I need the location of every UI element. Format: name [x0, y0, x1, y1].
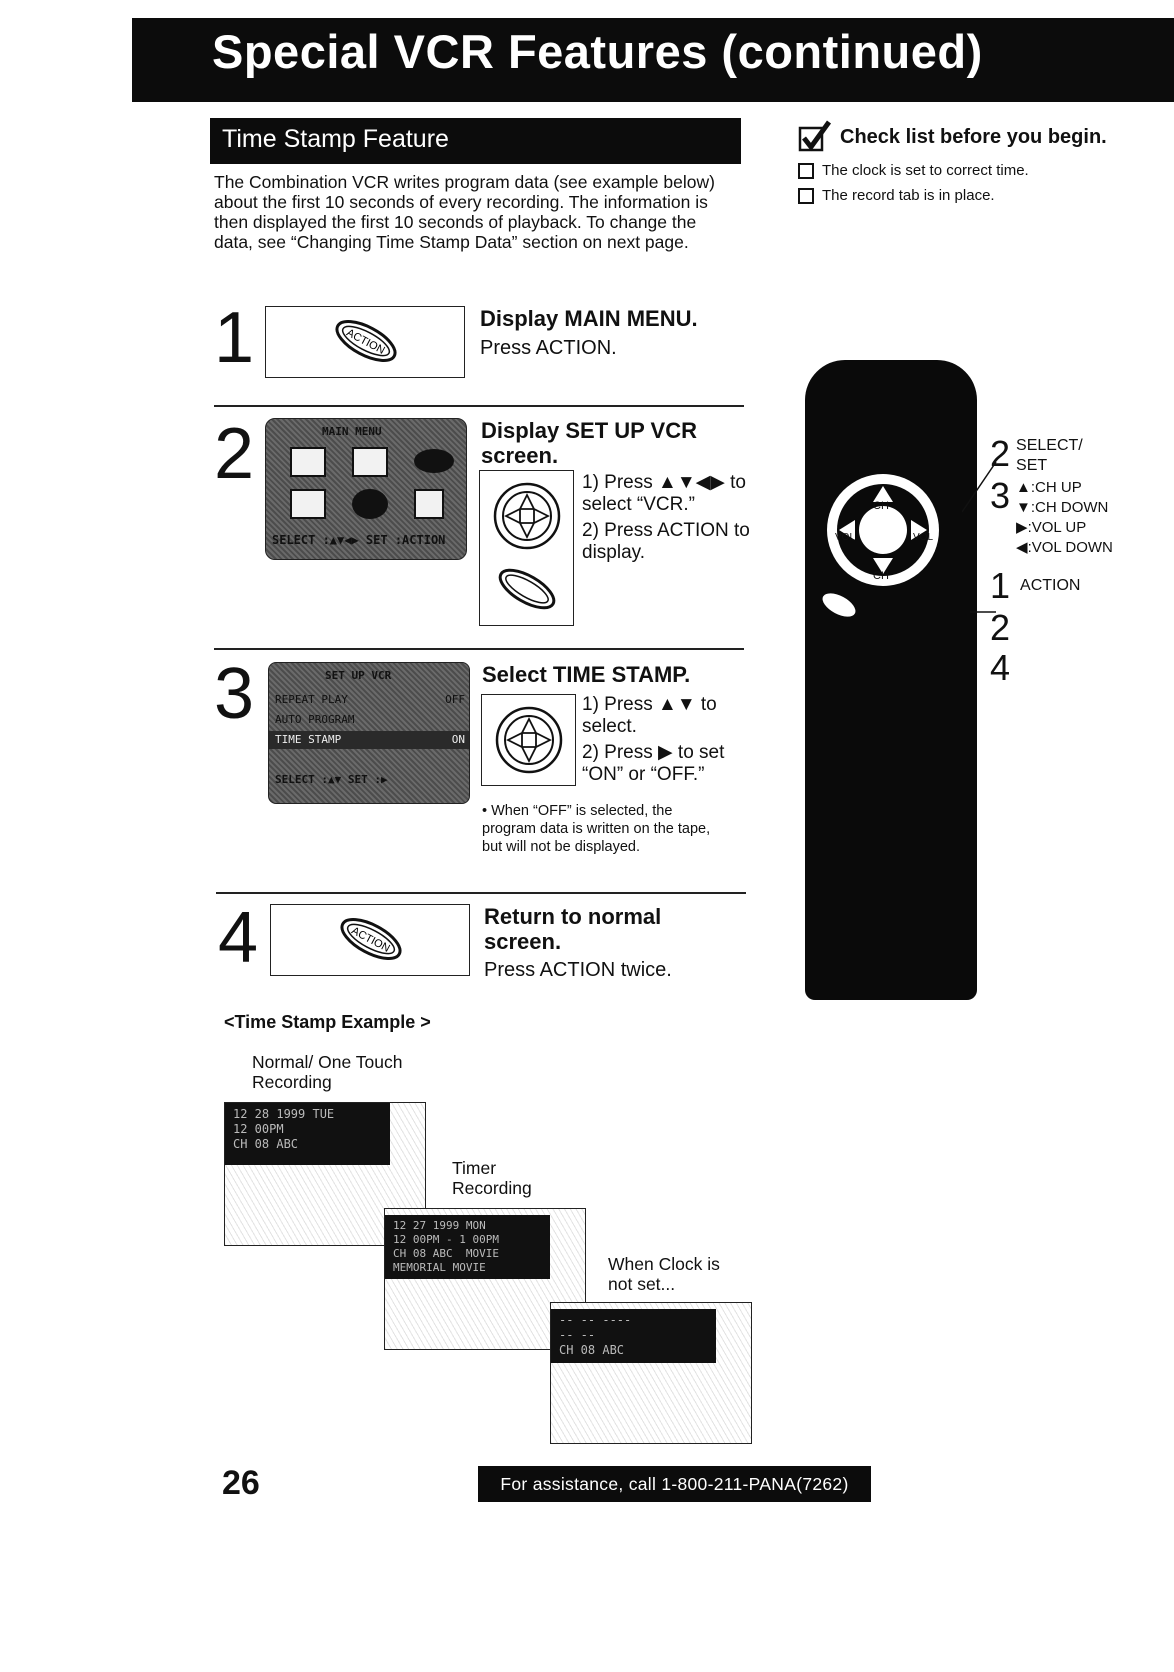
- page-title: Special VCR Features (continued): [212, 25, 983, 78]
- step-number: 1: [214, 298, 255, 378]
- instruction-item: 1) Press ▲▼ to select.: [582, 694, 717, 737]
- nav-label: ◀:VOL DOWN: [1016, 539, 1113, 556]
- vcr-icon: [352, 447, 388, 477]
- osd-row: [269, 691, 470, 709]
- checklist-item: [798, 162, 1158, 179]
- nav-label: ▼:CH DOWN: [1016, 499, 1109, 516]
- remote-control: [805, 360, 977, 1000]
- osd-title: MAIN MENU: [322, 425, 382, 438]
- exit-icon: [414, 489, 444, 519]
- vol-up-label: VOL: [913, 532, 934, 543]
- checklist-item: [798, 187, 1158, 204]
- nav-label: ▲:CH UP: [1016, 479, 1082, 496]
- step-marker: 2: [990, 607, 1011, 648]
- osd-row-label: AUTO PROGRAM: [275, 713, 355, 726]
- intro-text: The Combination VCR writes program data (see example below) about the first 10 seconds of every recording. The information is then displayed the first 10 seconds of playback. To change the data, see “Changing Time Stamp Data” section on next page.: [214, 172, 715, 252]
- assistance-banner: For assistance, call 1-800-211-PANA(7262): [478, 1466, 871, 1502]
- main-menu-screen: [265, 418, 467, 560]
- checklist-title: Check list before you begin.: [840, 125, 1107, 148]
- normal-recording-label: Normal/ One Touch Recording: [252, 1052, 403, 1092]
- action-button-icon: [335, 915, 407, 963]
- remote-keys-frame: [481, 694, 576, 786]
- clock-icon: [352, 489, 388, 519]
- remote-action-button-icon: [819, 588, 859, 622]
- osd-footer: SELECT :▲▼ SET :▶: [275, 773, 388, 786]
- action-button-icon: [494, 561, 560, 617]
- osd-row-label: REPEAT PLAY: [275, 693, 348, 706]
- step-text: Press ACTION twice.: [484, 959, 672, 981]
- ch-icon: [290, 489, 326, 519]
- page-header: [132, 18, 1174, 102]
- checklist: [798, 120, 1158, 204]
- step-title: Display MAIN MENU.: [480, 306, 698, 331]
- clock-not-set-label: When Clock is not set...: [608, 1254, 720, 1294]
- timer-recording-data: 12 27 1999 MON 12 00PM - 1 00PM CH 08 ABC MOVIE MEMORIAL MOVIE: [385, 1215, 550, 1279]
- checkmark-icon: [798, 120, 832, 154]
- instruction-item: 2) Press ▶ to set “ON” or “OFF.”: [582, 742, 725, 785]
- step-marker: 2: [990, 433, 1011, 474]
- language-icon: [414, 449, 454, 473]
- action-button-frame: [265, 306, 465, 378]
- action-button-frame: [270, 904, 470, 976]
- step-text: Press ACTION.: [480, 337, 617, 359]
- instruction-item: 2) Press ACTION to display.: [582, 520, 750, 563]
- step-number: 2: [214, 414, 255, 494]
- section-header: [210, 118, 741, 164]
- select-label: SELECT/: [1016, 437, 1083, 454]
- navigation-pad-icon: [492, 481, 562, 551]
- step-number: 4: [218, 898, 259, 978]
- action-label: ACTION: [1020, 577, 1081, 594]
- set-label: SET: [1016, 457, 1048, 474]
- checkbox: [798, 163, 814, 179]
- osd-footer: SELECT :▲▼◀▶ SET :ACTION: [272, 533, 446, 547]
- vol-down-label: VOL: [835, 532, 856, 543]
- instruction-item: 1) Press ▲▼◀▶ to select “VCR.”: [582, 472, 746, 515]
- step-marker: 4: [990, 647, 1011, 688]
- action-button-label: ACTION: [344, 326, 387, 357]
- divider: [214, 648, 744, 650]
- step-marker: 3: [990, 475, 1011, 516]
- step-marker: 1: [990, 565, 1011, 606]
- example-title: <Time Stamp Example >: [224, 1012, 431, 1032]
- checkbox: [798, 188, 814, 204]
- tv-icon: [290, 447, 326, 477]
- action-button-label: ACTION: [349, 924, 392, 955]
- remote-labels: [990, 433, 1113, 688]
- ch-up-label: CH: [873, 500, 889, 512]
- osd-row-selected: [269, 731, 470, 749]
- nav-label: ▶:VOL UP: [1016, 519, 1087, 536]
- action-button-icon: [330, 317, 402, 365]
- step-note: • When “OFF” is selected, the program data is written on the tape, but will not be displayed.: [482, 803, 711, 855]
- step-title: Return to normal screen.: [484, 904, 662, 954]
- osd-row-value: OFF: [445, 693, 465, 706]
- remote-keys-frame: [479, 470, 574, 626]
- step-title: Display SET UP VCR screen.: [481, 418, 697, 468]
- divider: [214, 405, 744, 407]
- checklist-item-text: The clock is set to correct time.: [822, 162, 1029, 179]
- section-title: Time Stamp Feature: [222, 125, 449, 153]
- step-instructions: [582, 472, 752, 568]
- osd-title: SET UP VCR: [325, 669, 392, 682]
- navigation-pad-icon: [494, 705, 564, 775]
- page-number: 26: [222, 1464, 260, 1502]
- step-number: 3: [214, 654, 255, 734]
- step-title: Select TIME STAMP.: [482, 662, 691, 687]
- clock-not-set-screen: [550, 1302, 752, 1444]
- osd-row-label: TIME STAMP: [275, 733, 342, 746]
- checklist-header: [798, 120, 1158, 154]
- set-up-vcr-screen: [268, 662, 470, 804]
- ch-down-label: CH: [873, 570, 889, 582]
- step-instructions: [582, 694, 752, 790]
- osd-row: [269, 711, 470, 729]
- normal-recording-data: 12 28 1999 TUE 12 00PM CH 08 ABC: [225, 1103, 390, 1165]
- timer-recording-label: Timer Recording: [452, 1158, 532, 1198]
- clock-not-set-data: -- -- ---- -- -- CH 08 ABC: [551, 1309, 716, 1363]
- checklist-item-text: The record tab is in place.: [822, 187, 995, 204]
- osd-row-value: ON: [451, 733, 465, 746]
- divider: [216, 892, 746, 894]
